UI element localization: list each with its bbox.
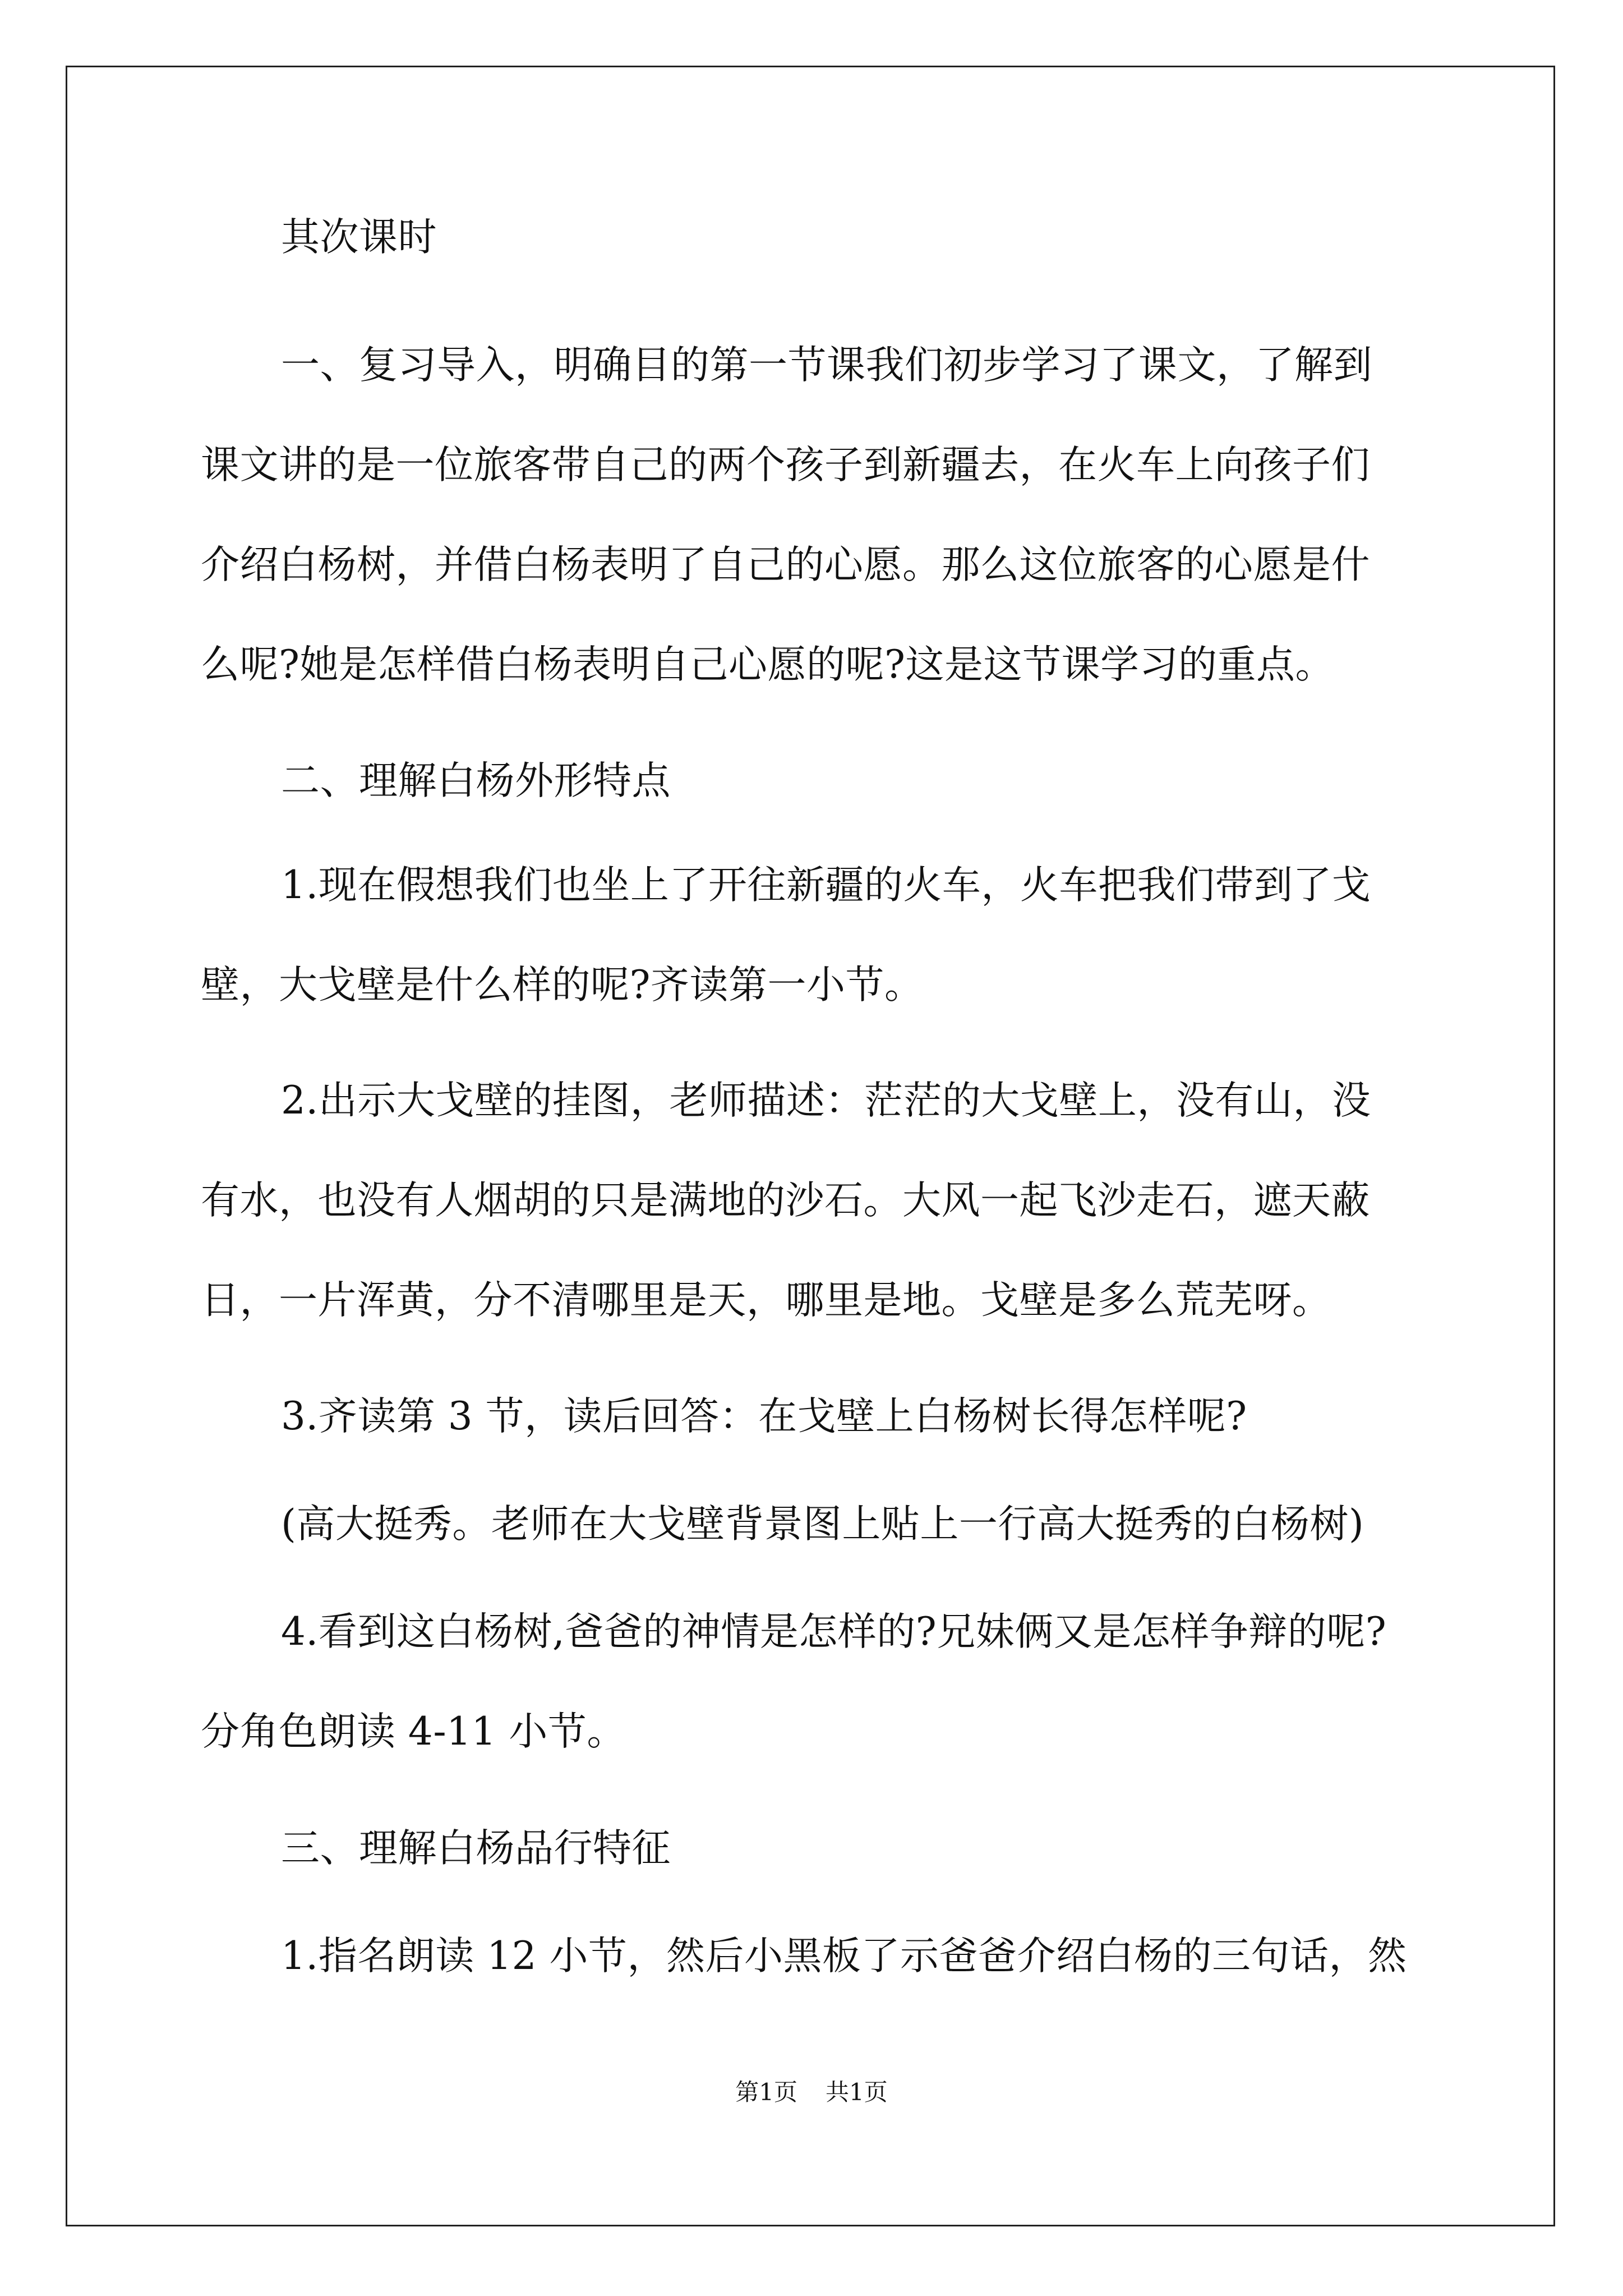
paragraph-line: 介绍白杨树，并借白杨表明了自己的心愿。那么这位旅客的心愿是什	[201, 542, 1370, 587]
page-number-current: 第1页	[735, 2078, 797, 2106]
paragraph-line: (高大挺秀。老师在大戈壁背景图上贴上一行高大挺秀的白杨树)	[281, 1502, 1364, 1547]
section-heading: 三、理解白杨品行特征	[281, 1826, 671, 1871]
page-number-total: 共1页	[826, 2078, 888, 2106]
section-heading: 二、理解白杨外形特点	[281, 758, 671, 803]
paragraph-line: 一、复习导入，明确目的第一节课我们初步学习了课文，了解到	[281, 343, 1372, 388]
paragraph-line: 日，一片浑黄，分不清哪里是天，哪里是地。戈壁是多么荒芜呀。	[201, 1278, 1331, 1323]
paragraph-line: 壁，大戈壁是什么样的呢?齐读第一小节。	[201, 963, 924, 1007]
paragraph-line: 1.指名朗读 12 小节，然后小黑板了示爸爸介绍白杨的三句话，然	[281, 1934, 1407, 1978]
paragraph-line: 3.齐读第 3 节，读后回答：在戈壁上白杨树长得怎样呢?	[281, 1394, 1247, 1439]
paragraph-line: 么呢?她是怎样借白杨表明自己心愿的呢?这是这节课学习的重点。	[201, 642, 1334, 687]
paragraph-line: 分角色朗读 4-11 小节。	[201, 1709, 626, 1754]
heading-second-lesson: 其次课时	[281, 215, 437, 260]
page-footer	[0, 2076, 1623, 2109]
paragraph-line: 课文讲的是一位旅客带自己的两个孩子到新疆去，在火车上向孩子们	[201, 443, 1370, 487]
paragraph-line: 2.出示大戈壁的挂图，老师描述：茫茫的大戈壁上，没有山，没	[281, 1078, 1371, 1123]
paragraph-line: 4.看到这白杨树,爸爸的神情是怎样的?兄妹俩又是怎样争辩的呢?	[281, 1609, 1387, 1654]
paragraph-line: 有水，也没有人烟胡的只是满地的沙石。大风一起飞沙走石，遮天蔽	[201, 1178, 1370, 1223]
paragraph-line: 1.现在假想我们也坐上了开往新疆的火车，火车把我们带到了戈	[281, 863, 1371, 908]
